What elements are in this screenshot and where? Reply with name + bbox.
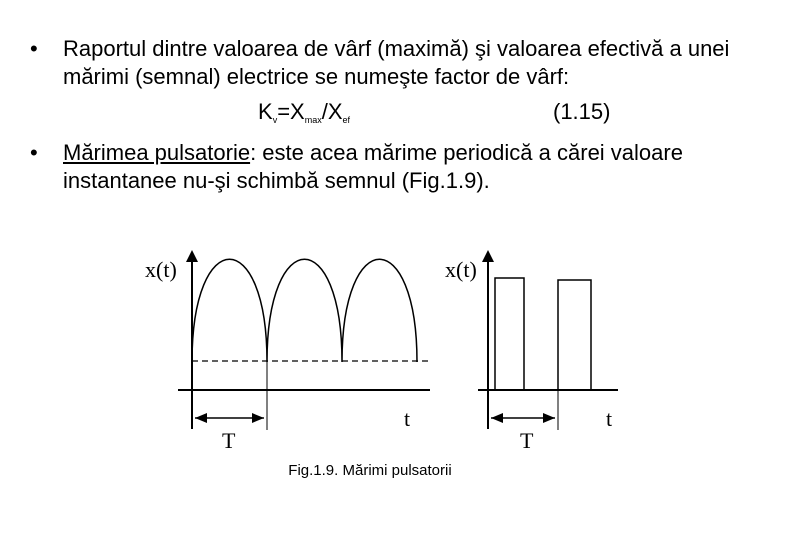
x-axis-label: t xyxy=(606,406,613,431)
rectangular-pulse-plot xyxy=(445,250,618,453)
period-arrowhead-left xyxy=(195,413,207,423)
period-label: T xyxy=(520,428,534,453)
period-arrowhead-left xyxy=(491,413,503,423)
y-axis-label: x(t) xyxy=(445,257,477,282)
period-label: T xyxy=(222,428,236,453)
equation-number: (1.15) xyxy=(553,99,611,124)
period-arrowhead-right xyxy=(543,413,555,423)
bullet-text: Mărimea pulsatorie: este acea mărime periodică a cărei valoare instantanee nu-şi schimbă semnul (Fig.1.9). xyxy=(63,140,683,193)
figure-caption: Fig.1.9. Mărimi pulsatorii xyxy=(288,462,452,479)
term-underlined: Mărimea pulsatorie xyxy=(63,140,251,165)
bullet-text: Raportul dintre valoarea de vârf (maximă) şi valoarea efectivă a unei mărimi (semnal) electrice se numeşte factor de vârf: xyxy=(63,36,730,89)
rectified-sine-waveform xyxy=(192,259,417,362)
period-arrowhead-right xyxy=(252,413,264,423)
crest-factor-formula: $K_v=X_{max}/X_{ef}$ xyxy=(258,99,351,125)
y-axis-label: x(t) xyxy=(145,257,177,282)
pulse-2 xyxy=(558,280,591,390)
pulse-1 xyxy=(495,278,524,390)
bullet-marker: • xyxy=(30,36,38,61)
rectified-sine-plot xyxy=(145,250,430,453)
y-axis-arrowhead xyxy=(482,250,494,262)
x-axis-label: t xyxy=(404,406,411,431)
bullet-marker: • xyxy=(30,140,38,165)
y-axis-arrowhead xyxy=(186,250,198,262)
